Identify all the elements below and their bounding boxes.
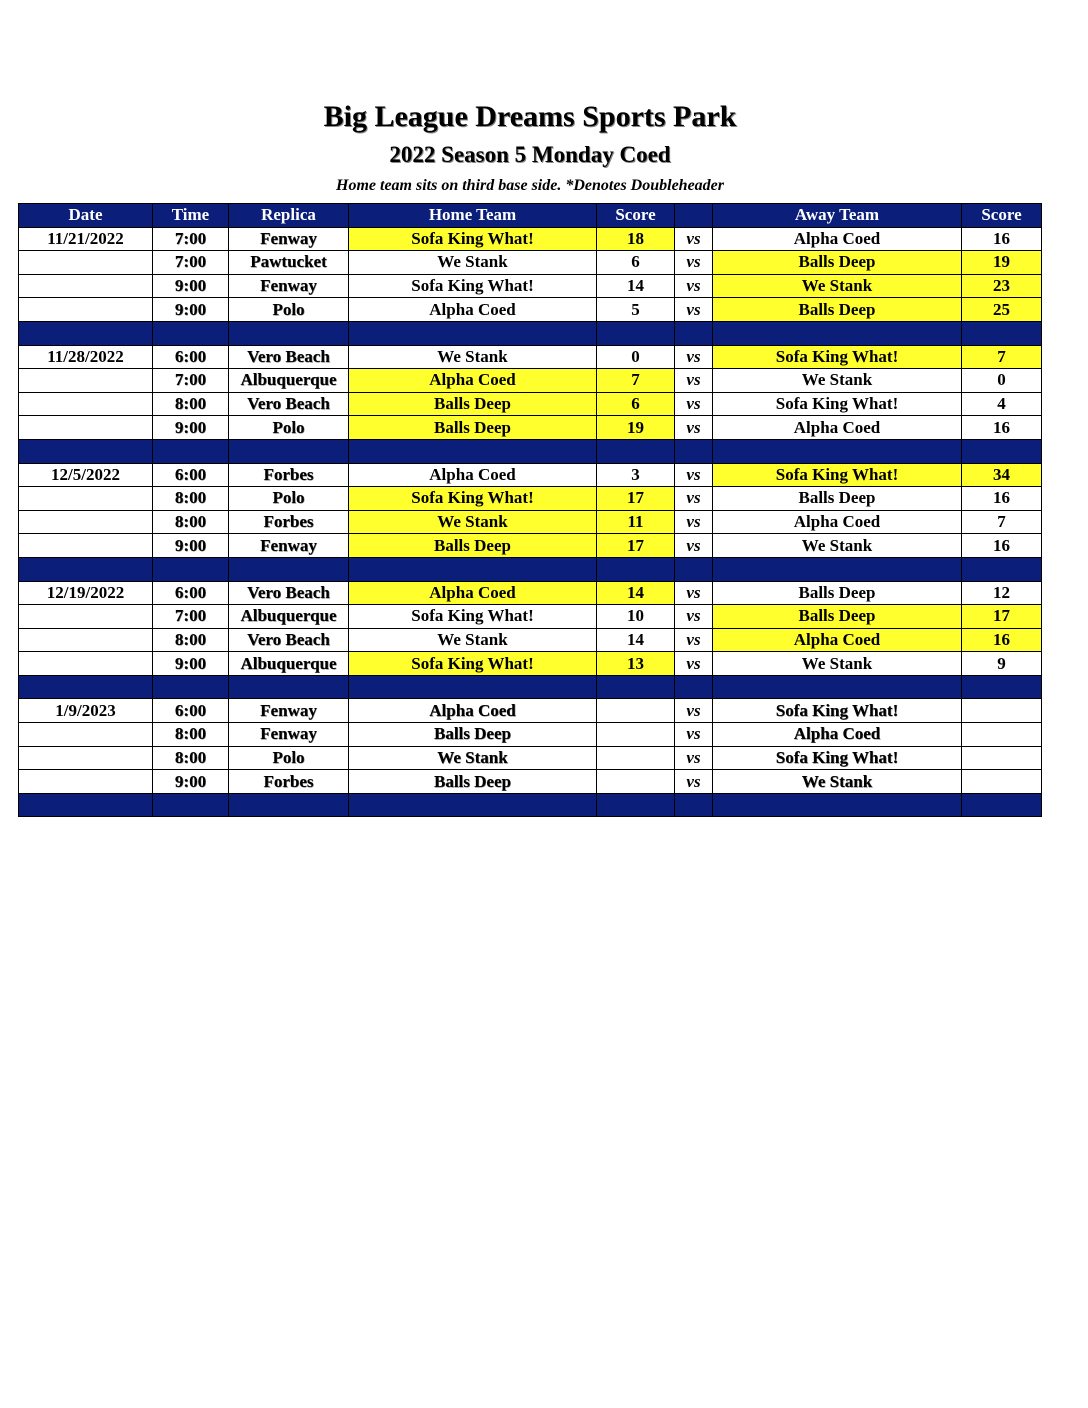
home-team-cell: Balls Deep bbox=[349, 392, 597, 416]
time-cell: 9:00 bbox=[153, 416, 229, 440]
time-cell: 9:00 bbox=[153, 534, 229, 558]
away-team-cell: Sofa King What! bbox=[713, 699, 962, 723]
table-row bbox=[19, 581, 1042, 605]
table-row bbox=[19, 227, 1042, 251]
field-cell: Fenway bbox=[229, 723, 349, 747]
away-team-cell: We Stank bbox=[713, 770, 962, 794]
vs-cell: vs bbox=[675, 274, 713, 298]
away-team-cell: We Stank bbox=[713, 274, 962, 298]
away-score-cell: 4 bbox=[962, 392, 1042, 416]
time-cell: 7:00 bbox=[153, 227, 229, 251]
field-cell: Fenway bbox=[229, 534, 349, 558]
home-score-cell: 6 bbox=[597, 251, 675, 275]
table-row bbox=[19, 628, 1042, 652]
schedule-body bbox=[19, 227, 1042, 817]
home-score-cell bbox=[597, 770, 675, 794]
field-cell: Albuquerque bbox=[229, 369, 349, 393]
vs-cell: vs bbox=[675, 463, 713, 487]
home-score-cell: 14 bbox=[597, 581, 675, 605]
vs-cell: vs bbox=[675, 770, 713, 794]
separator-cell bbox=[962, 439, 1042, 463]
date-cell bbox=[19, 534, 153, 558]
col-header-replica: Replica bbox=[229, 204, 349, 228]
separator-cell bbox=[153, 439, 229, 463]
table-row bbox=[19, 605, 1042, 629]
col-header-home-score: Score bbox=[597, 204, 675, 228]
home-score-cell: 3 bbox=[597, 463, 675, 487]
home-score-cell: 17 bbox=[597, 487, 675, 511]
field-cell: Vero Beach bbox=[229, 392, 349, 416]
field-cell: Vero Beach bbox=[229, 345, 349, 369]
home-team-cell: Sofa King What! bbox=[349, 652, 597, 676]
date-cell bbox=[19, 628, 153, 652]
home-team-cell: Alpha Coed bbox=[349, 463, 597, 487]
home-team-cell: Alpha Coed bbox=[349, 581, 597, 605]
away-score-cell: 25 bbox=[962, 298, 1042, 322]
separator-cell bbox=[229, 793, 349, 817]
date-cell bbox=[19, 251, 153, 275]
schedule-note: Home team sits on third base side. *Denotes Doubleheader bbox=[336, 177, 724, 194]
away-team-cell: Sofa King What! bbox=[713, 746, 962, 770]
page-subtitle: 2022 Season 5 Monday Coed bbox=[389, 142, 671, 167]
separator-cell bbox=[153, 793, 229, 817]
away-team-cell: Balls Deep bbox=[713, 581, 962, 605]
away-team-cell: We Stank bbox=[713, 534, 962, 558]
date-cell bbox=[19, 746, 153, 770]
vs-cell: vs bbox=[675, 628, 713, 652]
away-team-cell: Balls Deep bbox=[713, 251, 962, 275]
away-team-cell: Sofa King What! bbox=[713, 392, 962, 416]
separator-cell bbox=[349, 557, 597, 581]
home-score-cell: 19 bbox=[597, 416, 675, 440]
week-separator-row bbox=[19, 557, 1042, 581]
date-cell bbox=[19, 416, 153, 440]
field-cell: Albuquerque bbox=[229, 652, 349, 676]
home-team-cell: Balls Deep bbox=[349, 723, 597, 747]
home-score-cell: 14 bbox=[597, 628, 675, 652]
time-cell: 6:00 bbox=[153, 463, 229, 487]
vs-cell: vs bbox=[675, 298, 713, 322]
time-cell: 6:00 bbox=[153, 699, 229, 723]
table-row bbox=[19, 274, 1042, 298]
table-row bbox=[19, 652, 1042, 676]
home-score-cell: 11 bbox=[597, 510, 675, 534]
table-row bbox=[19, 723, 1042, 747]
time-cell: 8:00 bbox=[153, 392, 229, 416]
home-team-cell: We Stank bbox=[349, 251, 597, 275]
col-header-away-team: Away Team bbox=[713, 204, 962, 228]
away-team-cell: Balls Deep bbox=[713, 487, 962, 511]
time-cell: 7:00 bbox=[153, 369, 229, 393]
away-score-cell: 23 bbox=[962, 274, 1042, 298]
col-header-vs bbox=[675, 204, 713, 228]
field-cell: Vero Beach bbox=[229, 628, 349, 652]
separator-cell bbox=[713, 321, 962, 345]
away-score-cell: 19 bbox=[962, 251, 1042, 275]
field-cell: Polo bbox=[229, 487, 349, 511]
away-score-cell: 16 bbox=[962, 534, 1042, 558]
table-row bbox=[19, 369, 1042, 393]
vs-cell: vs bbox=[675, 392, 713, 416]
home-score-cell: 10 bbox=[597, 605, 675, 629]
separator-cell bbox=[229, 675, 349, 699]
schedule-table bbox=[18, 203, 1042, 817]
away-score-cell: 16 bbox=[962, 227, 1042, 251]
vs-cell: vs bbox=[675, 534, 713, 558]
separator-cell bbox=[153, 675, 229, 699]
date-cell bbox=[19, 652, 153, 676]
away-score-cell: 16 bbox=[962, 628, 1042, 652]
home-team-cell: We Stank bbox=[349, 746, 597, 770]
table-row bbox=[19, 510, 1042, 534]
away-score-cell: 0 bbox=[962, 369, 1042, 393]
separator-cell bbox=[349, 439, 597, 463]
away-score-cell: 7 bbox=[962, 510, 1042, 534]
vs-cell: vs bbox=[675, 345, 713, 369]
date-cell bbox=[19, 605, 153, 629]
field-cell: Polo bbox=[229, 746, 349, 770]
separator-cell bbox=[229, 439, 349, 463]
home-score-cell: 5 bbox=[597, 298, 675, 322]
separator-cell bbox=[713, 439, 962, 463]
time-cell: 9:00 bbox=[153, 770, 229, 794]
field-cell: Forbes bbox=[229, 770, 349, 794]
away-score-cell: 9 bbox=[962, 652, 1042, 676]
home-score-cell bbox=[597, 699, 675, 723]
table-row bbox=[19, 392, 1042, 416]
date-cell bbox=[19, 770, 153, 794]
home-team-cell: Sofa King What! bbox=[349, 605, 597, 629]
vs-cell: vs bbox=[675, 227, 713, 251]
home-score-cell: 6 bbox=[597, 392, 675, 416]
table-row bbox=[19, 699, 1042, 723]
date-cell bbox=[19, 510, 153, 534]
time-cell: 8:00 bbox=[153, 746, 229, 770]
table-row bbox=[19, 770, 1042, 794]
separator-cell bbox=[675, 321, 713, 345]
away-team-cell: We Stank bbox=[713, 369, 962, 393]
time-cell: 6:00 bbox=[153, 581, 229, 605]
separator-cell bbox=[153, 557, 229, 581]
week-separator-row bbox=[19, 793, 1042, 817]
vs-cell: vs bbox=[675, 699, 713, 723]
date-cell bbox=[19, 392, 153, 416]
away-team-cell: Balls Deep bbox=[713, 298, 962, 322]
separator-cell bbox=[597, 675, 675, 699]
field-cell: Fenway bbox=[229, 699, 349, 723]
time-cell: 9:00 bbox=[153, 298, 229, 322]
time-cell: 8:00 bbox=[153, 723, 229, 747]
separator-cell bbox=[597, 439, 675, 463]
date-cell bbox=[19, 487, 153, 511]
time-cell: 7:00 bbox=[153, 251, 229, 275]
time-cell: 9:00 bbox=[153, 652, 229, 676]
field-cell: Pawtucket bbox=[229, 251, 349, 275]
home-score-cell: 14 bbox=[597, 274, 675, 298]
date-cell bbox=[19, 298, 153, 322]
separator-cell bbox=[675, 675, 713, 699]
table-row bbox=[19, 534, 1042, 558]
away-score-cell bbox=[962, 699, 1042, 723]
table-row bbox=[19, 487, 1042, 511]
separator-cell bbox=[962, 793, 1042, 817]
home-score-cell: 7 bbox=[597, 369, 675, 393]
separator-cell bbox=[675, 439, 713, 463]
time-cell: 8:00 bbox=[153, 487, 229, 511]
away-score-cell bbox=[962, 723, 1042, 747]
away-score-cell: 17 bbox=[962, 605, 1042, 629]
separator-cell bbox=[229, 557, 349, 581]
home-team-cell: Sofa King What! bbox=[349, 487, 597, 511]
separator-cell bbox=[597, 557, 675, 581]
away-team-cell: We Stank bbox=[713, 652, 962, 676]
away-score-cell: 16 bbox=[962, 416, 1042, 440]
vs-cell: vs bbox=[675, 251, 713, 275]
away-score-cell: 16 bbox=[962, 487, 1042, 511]
date-cell: 12/19/2022 bbox=[19, 581, 153, 605]
separator-cell bbox=[349, 675, 597, 699]
home-team-cell: Alpha Coed bbox=[349, 298, 597, 322]
home-team-cell: Alpha Coed bbox=[349, 699, 597, 723]
time-cell: 9:00 bbox=[153, 274, 229, 298]
vs-cell: vs bbox=[675, 510, 713, 534]
separator-cell bbox=[713, 557, 962, 581]
time-cell: 6:00 bbox=[153, 345, 229, 369]
home-score-cell: 18 bbox=[597, 227, 675, 251]
away-score-cell: 34 bbox=[962, 463, 1042, 487]
away-team-cell: Alpha Coed bbox=[713, 723, 962, 747]
separator-cell bbox=[19, 321, 153, 345]
week-separator-row bbox=[19, 675, 1042, 699]
field-cell: Polo bbox=[229, 298, 349, 322]
date-cell bbox=[19, 274, 153, 298]
table-row bbox=[19, 251, 1042, 275]
away-score-cell bbox=[962, 770, 1042, 794]
table-row bbox=[19, 345, 1042, 369]
separator-cell bbox=[713, 793, 962, 817]
separator-cell bbox=[597, 321, 675, 345]
separator-cell bbox=[962, 557, 1042, 581]
table-row bbox=[19, 746, 1042, 770]
date-cell: 1/9/2023 bbox=[19, 699, 153, 723]
home-score-cell: 13 bbox=[597, 652, 675, 676]
home-team-cell: Sofa King What! bbox=[349, 274, 597, 298]
field-cell: Fenway bbox=[229, 274, 349, 298]
table-header-row bbox=[19, 204, 1042, 228]
separator-cell bbox=[229, 321, 349, 345]
separator-cell bbox=[19, 439, 153, 463]
date-cell: 11/21/2022 bbox=[19, 227, 153, 251]
separator-cell bbox=[19, 557, 153, 581]
field-cell: Forbes bbox=[229, 463, 349, 487]
col-header-home-team: Home Team bbox=[349, 204, 597, 228]
home-team-cell: We Stank bbox=[349, 345, 597, 369]
away-team-cell: Alpha Coed bbox=[713, 416, 962, 440]
separator-cell bbox=[962, 321, 1042, 345]
vs-cell: vs bbox=[675, 723, 713, 747]
col-header-time: Time bbox=[153, 204, 229, 228]
vs-cell: vs bbox=[675, 652, 713, 676]
week-separator-row bbox=[19, 321, 1042, 345]
separator-cell bbox=[713, 675, 962, 699]
away-team-cell: Sofa King What! bbox=[713, 345, 962, 369]
table-row bbox=[19, 463, 1042, 487]
col-header-date: Date bbox=[19, 204, 153, 228]
vs-cell: vs bbox=[675, 581, 713, 605]
page-title: Big League Dreams Sports Park bbox=[323, 100, 737, 133]
away-team-cell: Sofa King What! bbox=[713, 463, 962, 487]
separator-cell bbox=[349, 321, 597, 345]
field-cell: Vero Beach bbox=[229, 581, 349, 605]
time-cell: 7:00 bbox=[153, 605, 229, 629]
home-team-cell: Balls Deep bbox=[349, 770, 597, 794]
home-score-cell: 0 bbox=[597, 345, 675, 369]
home-team-cell: We Stank bbox=[349, 628, 597, 652]
separator-cell bbox=[597, 793, 675, 817]
week-separator-row bbox=[19, 439, 1042, 463]
home-team-cell: Sofa King What! bbox=[349, 227, 597, 251]
vs-cell: vs bbox=[675, 416, 713, 440]
time-cell: 8:00 bbox=[153, 510, 229, 534]
separator-cell bbox=[675, 557, 713, 581]
home-team-cell: Balls Deep bbox=[349, 416, 597, 440]
away-score-cell: 12 bbox=[962, 581, 1042, 605]
separator-cell bbox=[349, 793, 597, 817]
separator-cell bbox=[675, 793, 713, 817]
table-row bbox=[19, 416, 1042, 440]
away-team-cell: Alpha Coed bbox=[713, 227, 962, 251]
separator-cell bbox=[153, 321, 229, 345]
separator-cell bbox=[19, 793, 153, 817]
table-row bbox=[19, 298, 1042, 322]
separator-cell bbox=[19, 675, 153, 699]
away-team-cell: Balls Deep bbox=[713, 605, 962, 629]
date-cell bbox=[19, 369, 153, 393]
field-cell: Fenway bbox=[229, 227, 349, 251]
col-header-away-score: Score bbox=[962, 204, 1042, 228]
home-team-cell: Alpha Coed bbox=[349, 369, 597, 393]
home-team-cell: We Stank bbox=[349, 510, 597, 534]
field-cell: Albuquerque bbox=[229, 605, 349, 629]
home-score-cell bbox=[597, 723, 675, 747]
field-cell: Forbes bbox=[229, 510, 349, 534]
away-score-cell: 7 bbox=[962, 345, 1042, 369]
home-score-cell: 17 bbox=[597, 534, 675, 558]
field-cell: Polo bbox=[229, 416, 349, 440]
home-team-cell: Balls Deep bbox=[349, 534, 597, 558]
date-cell bbox=[19, 723, 153, 747]
time-cell: 8:00 bbox=[153, 628, 229, 652]
away-team-cell: Alpha Coed bbox=[713, 628, 962, 652]
date-cell: 12/5/2022 bbox=[19, 463, 153, 487]
vs-cell: vs bbox=[675, 369, 713, 393]
date-cell: 11/28/2022 bbox=[19, 345, 153, 369]
vs-cell: vs bbox=[675, 605, 713, 629]
away-score-cell bbox=[962, 746, 1042, 770]
home-score-cell bbox=[597, 746, 675, 770]
vs-cell: vs bbox=[675, 487, 713, 511]
separator-cell bbox=[962, 675, 1042, 699]
away-team-cell: Alpha Coed bbox=[713, 510, 962, 534]
vs-cell: vs bbox=[675, 746, 713, 770]
